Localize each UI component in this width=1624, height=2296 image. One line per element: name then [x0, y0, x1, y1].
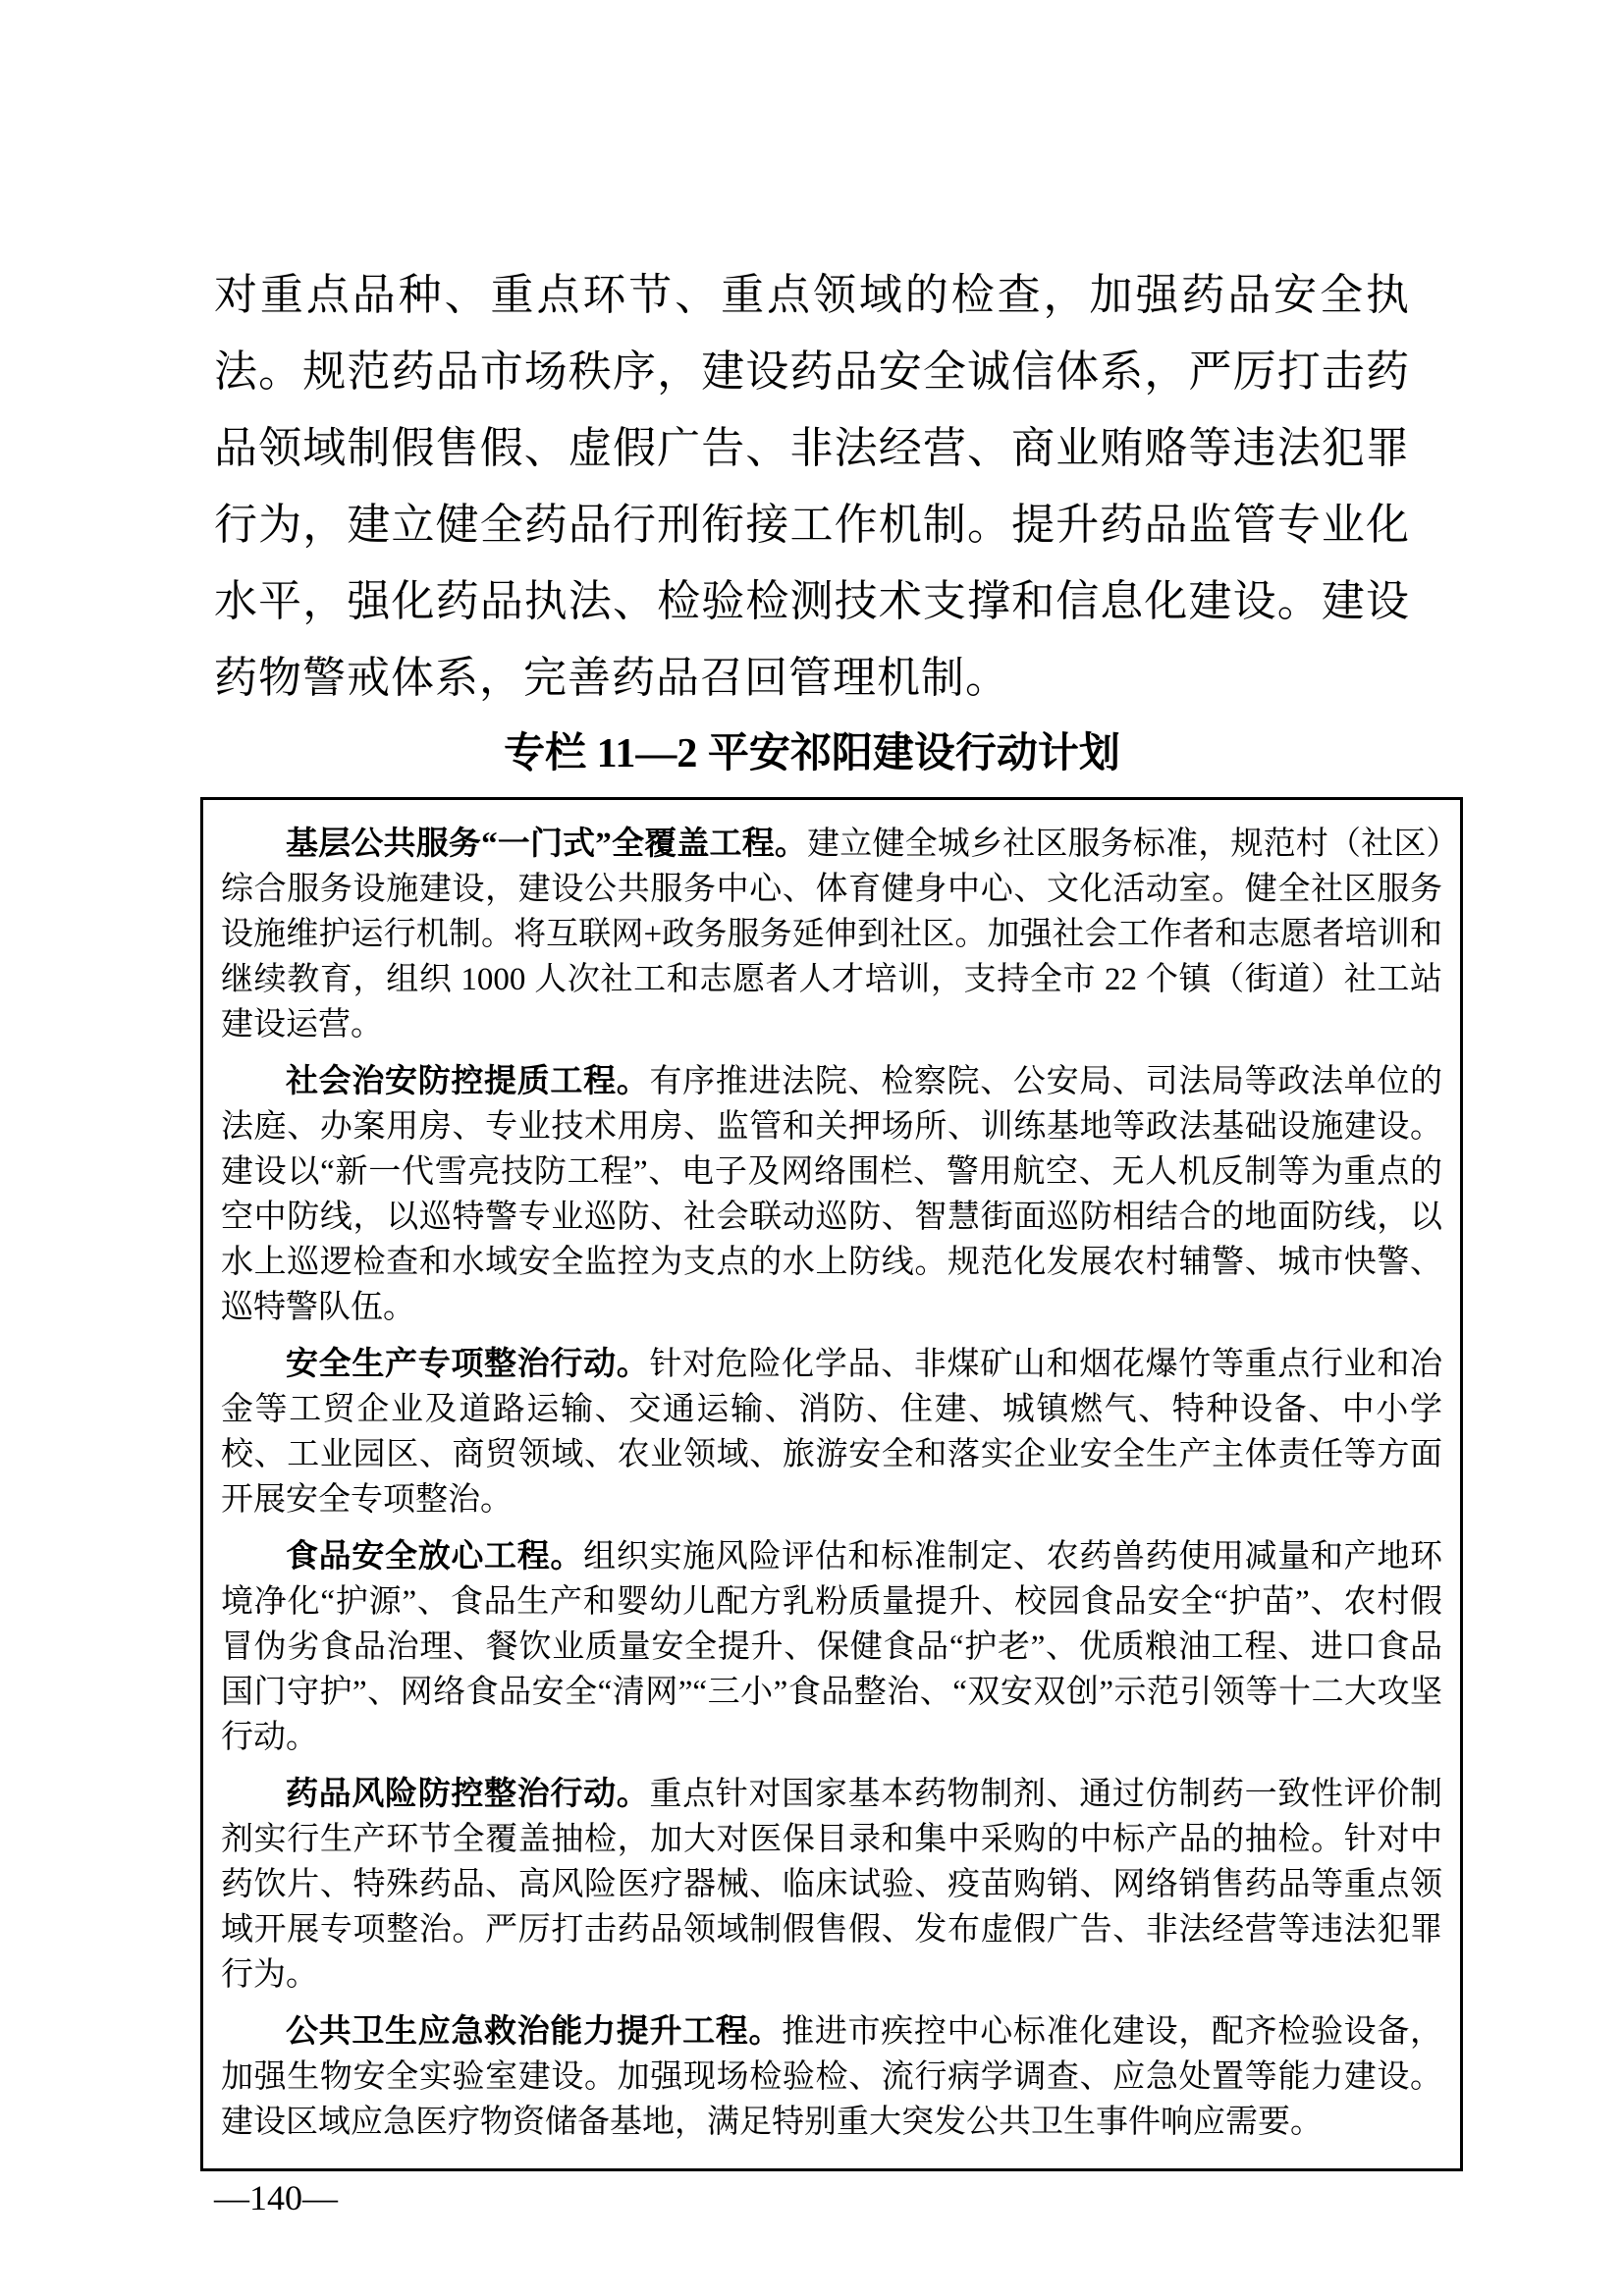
item-body: 有序推进法院、检察院、公安局、司法局等政法单位的法庭、办案用房、专业技术用房、监管和关押场所、训练基地等政法基础设施建设。建设以“新一代雪亮技防工程”、电子及网络围栏、警用航空、无人机反制等为重点的空中防线，以巡特警专业巡防、社会联动巡防、智慧街面巡防相结合的地面防线，以水上巡逻检查和水域安全监控为支点的水上防线。规范化发展农村辅警、城市快警、巡特警队伍。: [221, 1064, 1443, 1325]
page-content: [214, 257, 1443, 2171]
box-paragraph: [221, 1059, 1442, 1330]
column-title: 专栏 11—2 平安祁阳建设行动计划: [504, 731, 1120, 776]
item-body: 重点针对国家基本药物制剂、通过仿制药一致性评价制剂实行生产环节全覆盖抽检，加大对医保目录和集中采购的中标产品的抽检。针对中药饮片、特殊药品、高风险医疗器械、临床试验、疫苗购销、网络销售药品等重点领域开展专项整治。严厉打击药品领域制假售假、发布虚假广告、非法经营等违法犯罪行为。: [221, 1777, 1443, 1993]
item-title: 基层公共服务“一门式”全覆盖工程。: [286, 827, 808, 862]
item-body: 组织实施风险评估和标准制定、农药兽药使用减量和产地环境净化“护源”、食品生产和婴幼儿配方乳粉质量提升、校园食品安全“护苗”、农村假冒伪劣食品治理、餐饮业质量安全提升、保健食品“护老”、优质粮油工程、进口食品国门守护”、网络食品安全“清网”“三小”食品整治、“双安双创”示范引领等十二大攻坚行动。: [221, 1539, 1443, 1755]
column-box: [200, 797, 1463, 2171]
item-body: 建立健全城乡社区服务标准，规范村（社区）综合服务设施建设，建设公共服务中心、体育健身中心、文化活动室。健全社区服务设施维护运行机制。将互联网+政务服务延伸到社区。加强社会工作者和志愿者培训和继续教育，组织 1000 人次社工和志愿者人才培训，支持全市 22 个镇（街道）社工站建设运营。: [221, 827, 1443, 1042]
body-paragraph: 对重点品种、重点环节、重点领域的检查，加强药品安全执法。规范药品市场秩序，建设药品安全诚信体系，严厉打击药品领域制假售假、虚假广告、非法经营、商业贿赂等违法犯罪行为，建立健全药品行刑衔接工作机制。提升药品监管专业化水平，强化药品执法、检验检测技术支撑和信息化建设。建设药物警戒体系，完善药品召回管理机制。: [214, 271, 1410, 702]
box-paragraph: [221, 1342, 1442, 1522]
item-body: 针对危险化学品、非煤矿山和烟花爆竹等重点行业和冶金等工贸企业及道路运输、交通运输、消防、住建、城镇燃气、特种设备、中小学校、工业园区、商贸领域、农业领域、旅游安全和落实企业安全生产主体责任等方面开展安全专项整治。: [221, 1347, 1443, 1518]
item-title: 药品风险防控整治行动。: [286, 1777, 650, 1812]
box-paragraph: [221, 1534, 1442, 1760]
page-number: —140—: [214, 2178, 338, 2217]
item-title: 安全生产专项整治行动。: [286, 1347, 650, 1382]
item-body: 推进市疾控中心标准化建设，配齐检验设备，加强生物安全实验室建设。加强现场检验检、流行病学调查、应急处置等能力建设。建设区域应急医疗物资储备基地，满足特别重大突发公共卫生事件响应需要。: [221, 2014, 1443, 2140]
item-title: 社会治安防控提质工程。: [286, 1064, 650, 1099]
box-paragraph: [221, 822, 1442, 1047]
box-paragraph: [221, 1772, 1442, 1998]
item-title: 食品安全放心工程。: [286, 1539, 584, 1575]
box-paragraph: [221, 2009, 1442, 2145]
item-title: 公共卫生应急救治能力提升工程。: [286, 2014, 783, 2050]
